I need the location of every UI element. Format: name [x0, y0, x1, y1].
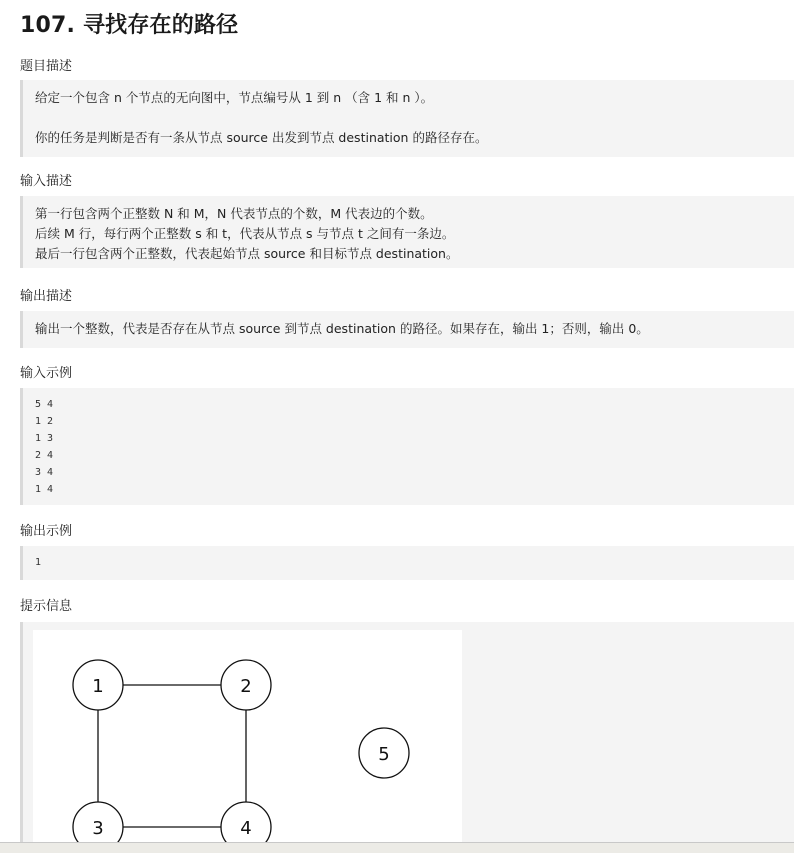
graph-node-label-1: 1: [92, 676, 104, 697]
code-line: 1: [35, 557, 42, 568]
output-description-block: [20, 311, 794, 348]
input-description-line-2: 后续 M 行，每行两个正整数 s 和 t，代表从节点 s 与节点 t 之间有一条边。: [35, 226, 455, 241]
input-example-heading: 输入示例: [20, 366, 73, 381]
output-description-heading: 输出描述: [20, 289, 73, 304]
code-line: 1 2: [35, 416, 54, 427]
description-line-1: 给定一个包含 n 个节点的无向图中，节点编号从 1 到 n （含 1 和 n ）。: [35, 90, 434, 105]
graph-node-label-5: 5: [378, 744, 390, 765]
page-title: 107. 寻找存在的路径: [20, 13, 239, 38]
code-line: 1 3: [35, 433, 54, 444]
input-example-code: [20, 388, 794, 505]
code-line: 1 4: [35, 484, 54, 495]
description-heading: 题目描述: [20, 59, 73, 74]
input-description-block: [20, 196, 794, 268]
window-bottom-edge: [0, 842, 794, 853]
input-description-line-1: 第一行包含两个正整数 N 和 M，N 代表节点的个数，M 代表边的个数。: [35, 206, 433, 221]
output-example-code: [20, 546, 794, 580]
graph-figure: [33, 630, 462, 860]
description-line-2: 你的任务是判断是否有一条从节点 source 出发到节点 destination 的路径存在。: [35, 130, 488, 145]
output-description-line-1: 输出一个整数，代表是否存在从节点 source 到节点 destination 的路径。如果存在，输出 1；否则，输出 0。: [35, 321, 649, 336]
input-description-heading: 输入描述: [20, 174, 73, 189]
graph-node-label-2: 2: [240, 676, 252, 697]
hint-heading: 提示信息: [20, 599, 73, 614]
output-example-heading: 输出示例: [20, 524, 73, 539]
graph-node-label-4: 4: [240, 818, 252, 839]
code-line: 3 4: [35, 467, 54, 478]
description-block: [20, 80, 794, 157]
graph-diagram: [33, 630, 462, 860]
code-line: 5 4: [35, 399, 54, 410]
graph-node-label-3: 3: [92, 818, 104, 839]
hint-block: [20, 622, 794, 852]
input-description-line-3: 最后一行包含两个正整数，代表起始节点 source 和目标节点 destination。: [35, 246, 459, 261]
code-line: 2 4: [35, 450, 54, 461]
